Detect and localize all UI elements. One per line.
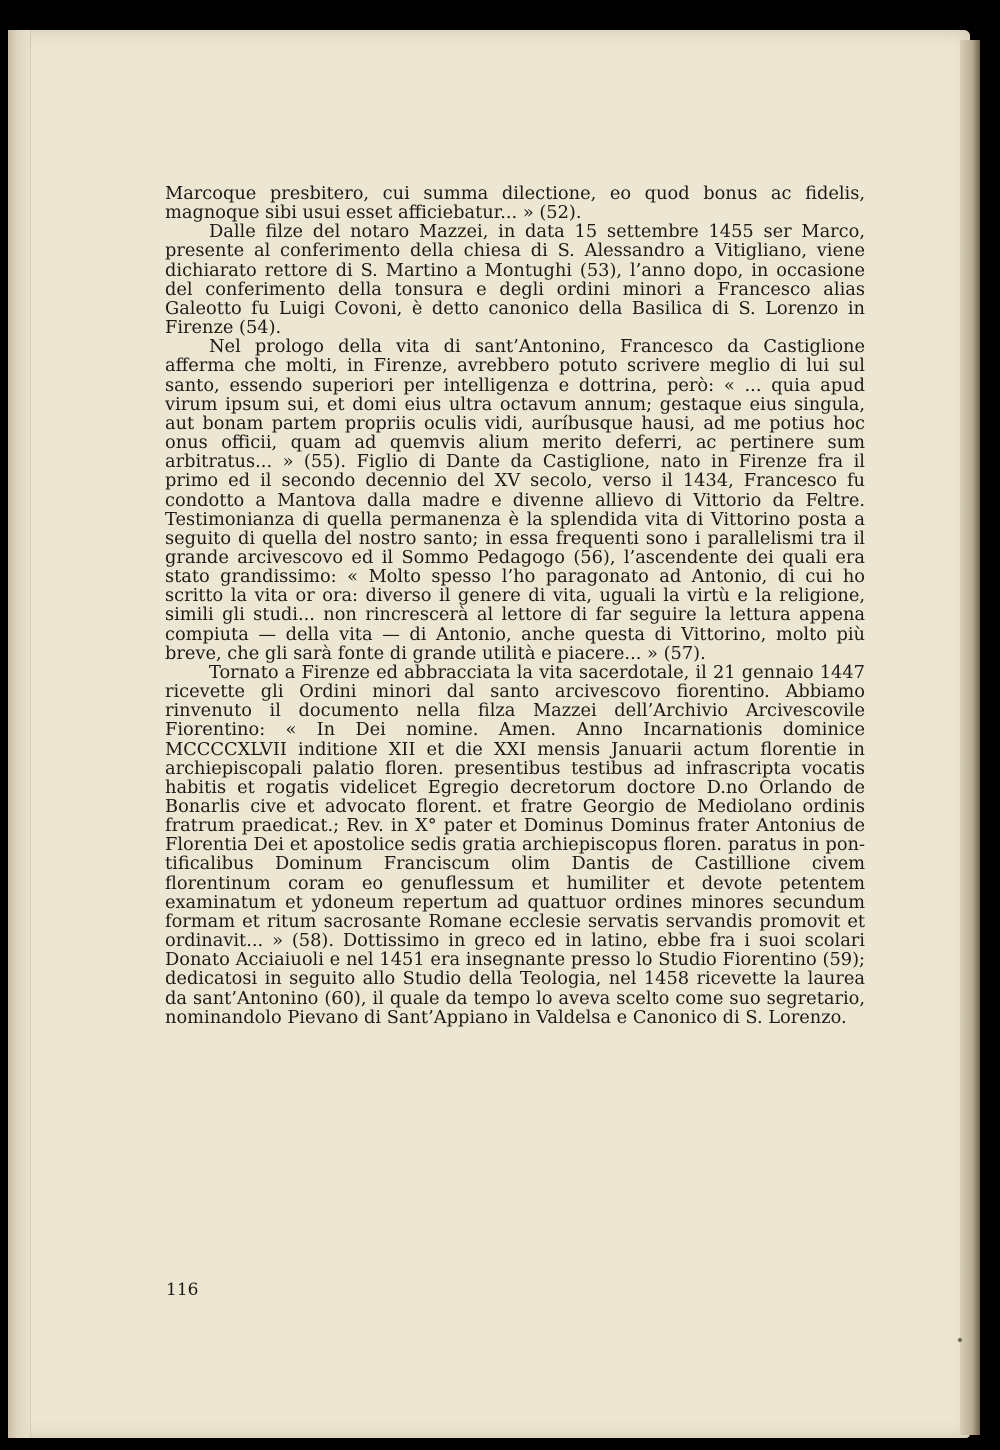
paragraph: Marcoque presbitero, cui summa dilectione, eo quod bonus ac fidelis, magnoque sibi usui esset afficiebatur... » (52). [165,183,865,224]
paragraph: Tornato a Firenze ed abbracciata la vita sacerdotale, il 21 gennaio 1447 ricevette gli Ordini minori dal santo arcivescovo fiorentino. Abbiamo rinvenuto il documento nella filza Mazzei dell’Archivio Arcivescovile Fiorentino: « In Dei nomine. Amen. Anno Incarnationis dominice MCCCCXLVII inditione XII et die XXI mensis Januarii actum florentie in archiepiscopali palatio floren. presentibus testibus ad infrascripta vocatis habitis et rogatis videlicet Egregio decretorum doctore D.no Orlando de Bonarlis cive et advocato florent. et fratre Georgio de Mediolano ordinis fratrum praedicat.; Rev. in X° pater et Dominus Dominus frater Antonius de Florentia Dei et apostolice sedis gratia archiepiscopus floren. paratus in pontificalibus Dominum Franciscum olim Dantis de Castillione civem florentinum coram eo genuflessum et humiliter et devote petentem examinatum et ydoneum repertum ad quattuor ordines minores secundum formam et ritum sacrosante Romane ecclesie servatis servandis promovit et ordinavit... » (58). Dottissimo in greco ed in latino, ebbe fra i suoi scolari Donato Acciaiuoli e nel 1451 era insegnante presso lo Studio Fiorentino (59); dedicatosi in seguito allo Studio della Teologia, nel 1458 ricevette la laurea da sant’Antonino (60), il quale da tempo lo aveva scelto come suo segretario, nominandolo Pievano di Sant’Appiano in Valdelsa e Canonico di S. Lorenzo. [165,661,865,1028]
page-edge [960,40,980,1435]
paragraph: Nel prologo della vita di sant’Antonino, Francesco da Castiglione afferma che molti, in Firenze, avrebbero potuto scrivere meglio di lui sul santo, essendo superiori per intelligenza e dottrina, però: « ... quia apud virum ipsum sui, et domi eius ultra octavum annum; gestaque eius singula, aut bonam partem propriis oculis vidi, auríbusque hausi, ad me potius hoc onus officii, quam ad quemvis alium merito deferri, ac pertinere sum arbitratus... » (55). Figlio di Dante da Castiglione, nato in Firenze fra il primo ed il secondo decennio del XV secolo, verso il 1434, Francesco fu condotto a Mantova dalla madre e divenne allievo di Vittorio da Feltre. Testimonianza di quella permanenza è la splendida vita di Vittorino posta a seguito di quella del nostro santo; in essa frequenti sono i parallelismi tra il grande arcivescovo ed il Sommo Pedagogo (56), l’ascendente dei quali era stato grandissimo: « Molto spesso l’ho paragonato ad Antonio, di cui ho scritto la vita or ora: diverso il genere di vita, uguali la virtù e la religione, simili gli studi... non rincrescerà al lettore di far seguire la lettura appena compiuta — della vita — di Antonio, anche questa di Vittorino, molto più breve, che gli sarà fonte di grande utilità e piacere... » (57). [165,336,865,664]
ink-speck [958,1338,962,1342]
paragraph: Dalle filze del notaro Mazzei, in data 15 settembre 1455 ser Marco, presente al conferimento della chiesa di S. Alessandro a Vitigliano, viene dichiarato rettore di S. Martino a Montughi (53), l’anno dopo, in occasione del conferimento della tonsura e degli ordini minori a Francesco alias Galeotto fu Luigi Covoni, è detto canonico della Basilica di S. Lorenzo in Firenze (54). [165,221,865,339]
page-number: 116 [166,1280,199,1300]
body-text [165,184,865,1027]
page-gutter [8,30,31,1438]
